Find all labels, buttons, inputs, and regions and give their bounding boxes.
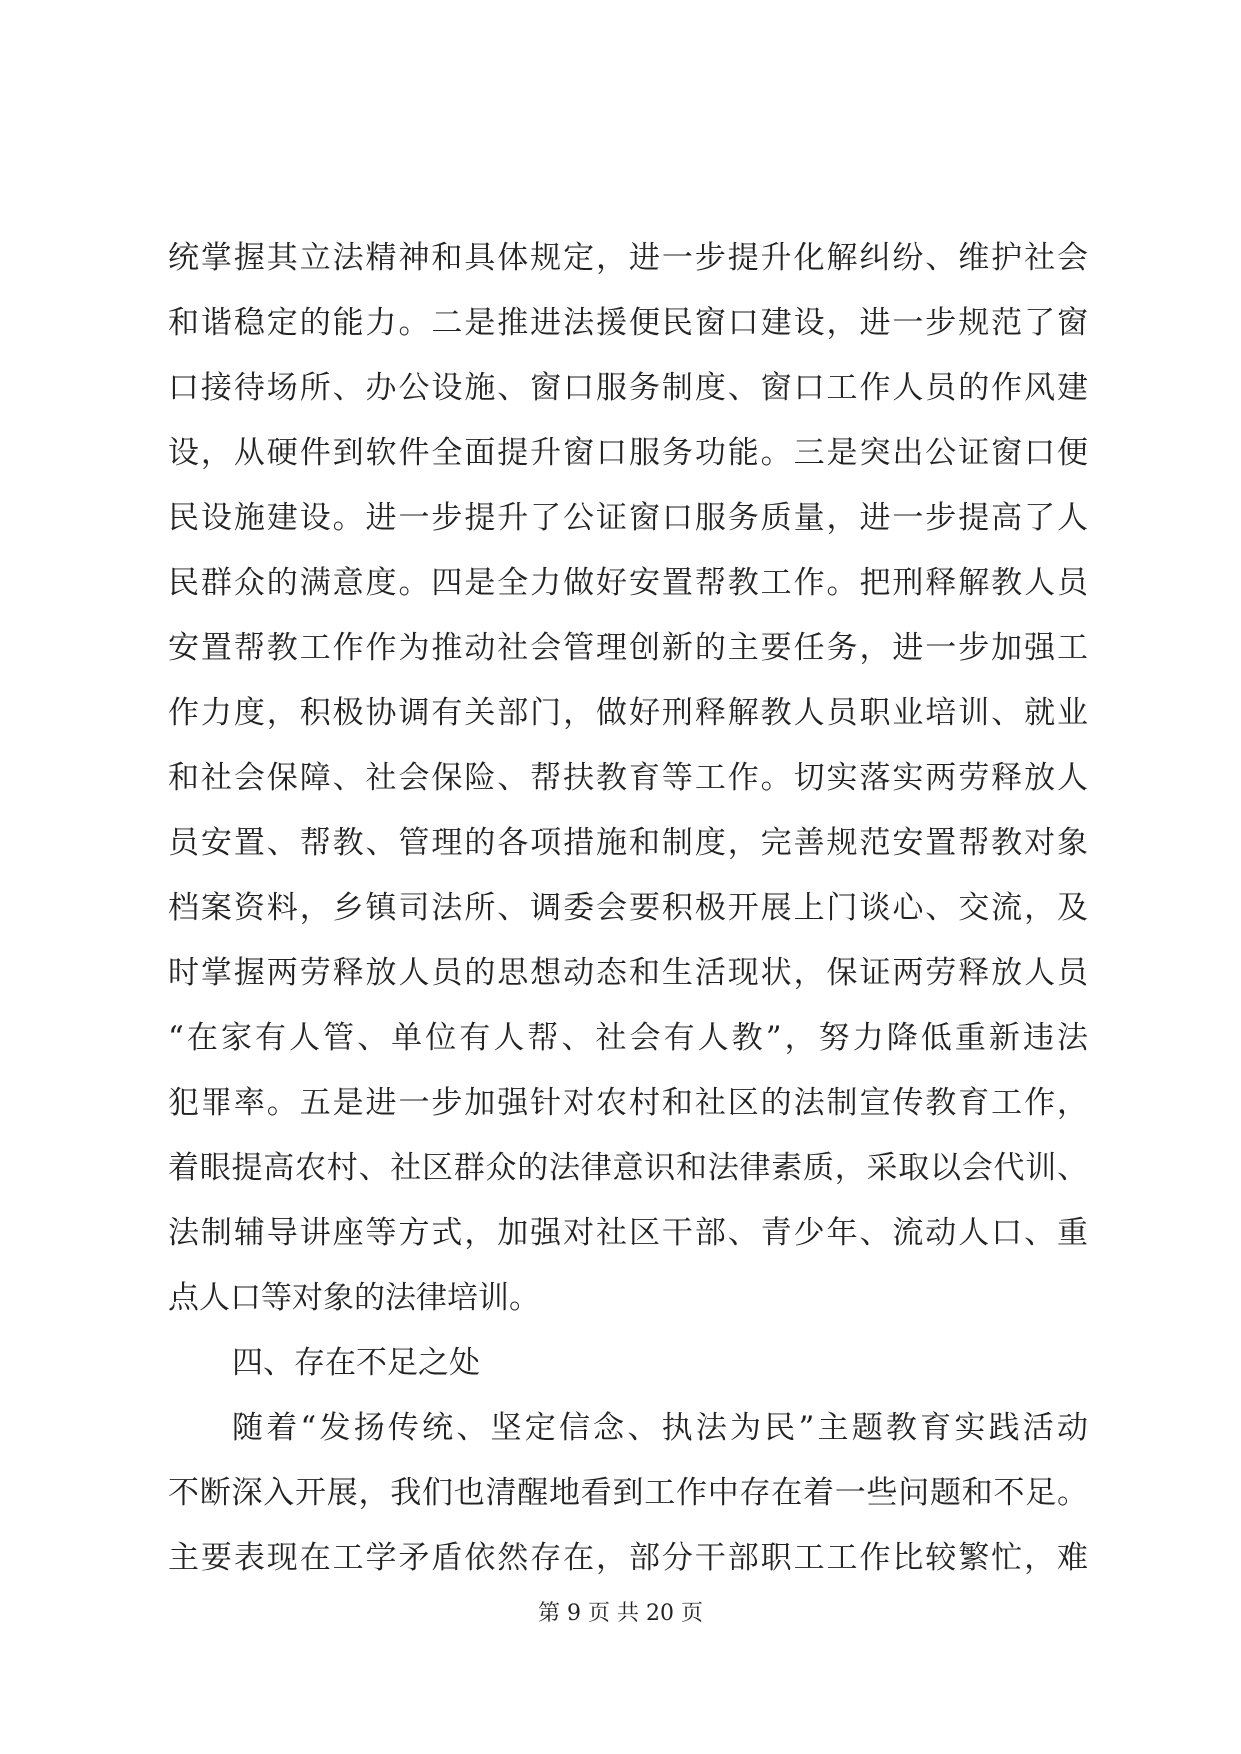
text-line: 民群众的满意度。四是全力做好安置帮教工作。把刑释解教人员: [168, 565, 1088, 601]
text-line: 不断深入开展，我们也清醒地看到工作中存在着一些问题和不足。: [168, 1475, 1088, 1511]
text-line: 随着“发扬传统、坚定信念、执法为民”主题教育实践活动: [232, 1410, 1088, 1446]
text-line: 安置帮教工作作为推动社会管理创新的主要任务，进一步加强工: [168, 630, 1088, 666]
text-line: 民设施建设。进一步提升了公证窗口服务质量，进一步提高了人: [168, 500, 1088, 536]
section-heading: 四、存在不足之处: [232, 1345, 480, 1381]
text-line: 着眼提高农村、社区群众的法律意识和法律素质，采取以会代训、: [168, 1150, 1088, 1186]
body-text: [168, 226, 1088, 1591]
text-line: “在家有人管、单位有人帮、社会有人教”，努力降低重新违法: [168, 1020, 1088, 1056]
text-line: 员安置、帮教、管理的各项措施和制度，完善规范安置帮教对象: [168, 825, 1088, 861]
text-line: 点人口等对象的法律培训。: [168, 1280, 540, 1316]
text-line: 时掌握两劳释放人员的思想动态和生活现状，保证两劳释放人员: [168, 955, 1088, 991]
text-line: 作力度，积极协调有关部门，做好刑释解教人员职业培训、就业: [168, 695, 1088, 731]
text-line: 和谐稳定的能力。二是推进法援便民窗口建设，进一步规范了窗: [168, 305, 1088, 341]
text-line: 和社会保障、社会保险、帮扶教育等工作。切实落实两劳释放人: [168, 760, 1088, 796]
text-line: 主要表现在工学矛盾依然存在，部分干部职工工作比较繁忙，难: [168, 1540, 1088, 1576]
text-line: 设，从硬件到软件全面提升窗口服务功能。三是突出公证窗口便: [168, 435, 1088, 471]
text-line: 法制辅导讲座等方式，加强对社区干部、青少年、流动人口、重: [168, 1215, 1088, 1251]
text-line: 口接待场所、办公设施、窗口服务制度、窗口工作人员的作风建: [168, 370, 1088, 406]
text-line: 档案资料，乡镇司法所、调委会要积极开展上门谈心、交流，及: [168, 890, 1088, 926]
text-line: 犯罪率。五是进一步加强针对农村和社区的法制宣传教育工作，: [168, 1085, 1088, 1121]
page-footer: 第 9 页 共 20 页: [538, 1601, 703, 1626]
text-line: 统掌握其立法精神和具体规定，进一步提升化解纠纷、维护社会: [168, 240, 1088, 276]
